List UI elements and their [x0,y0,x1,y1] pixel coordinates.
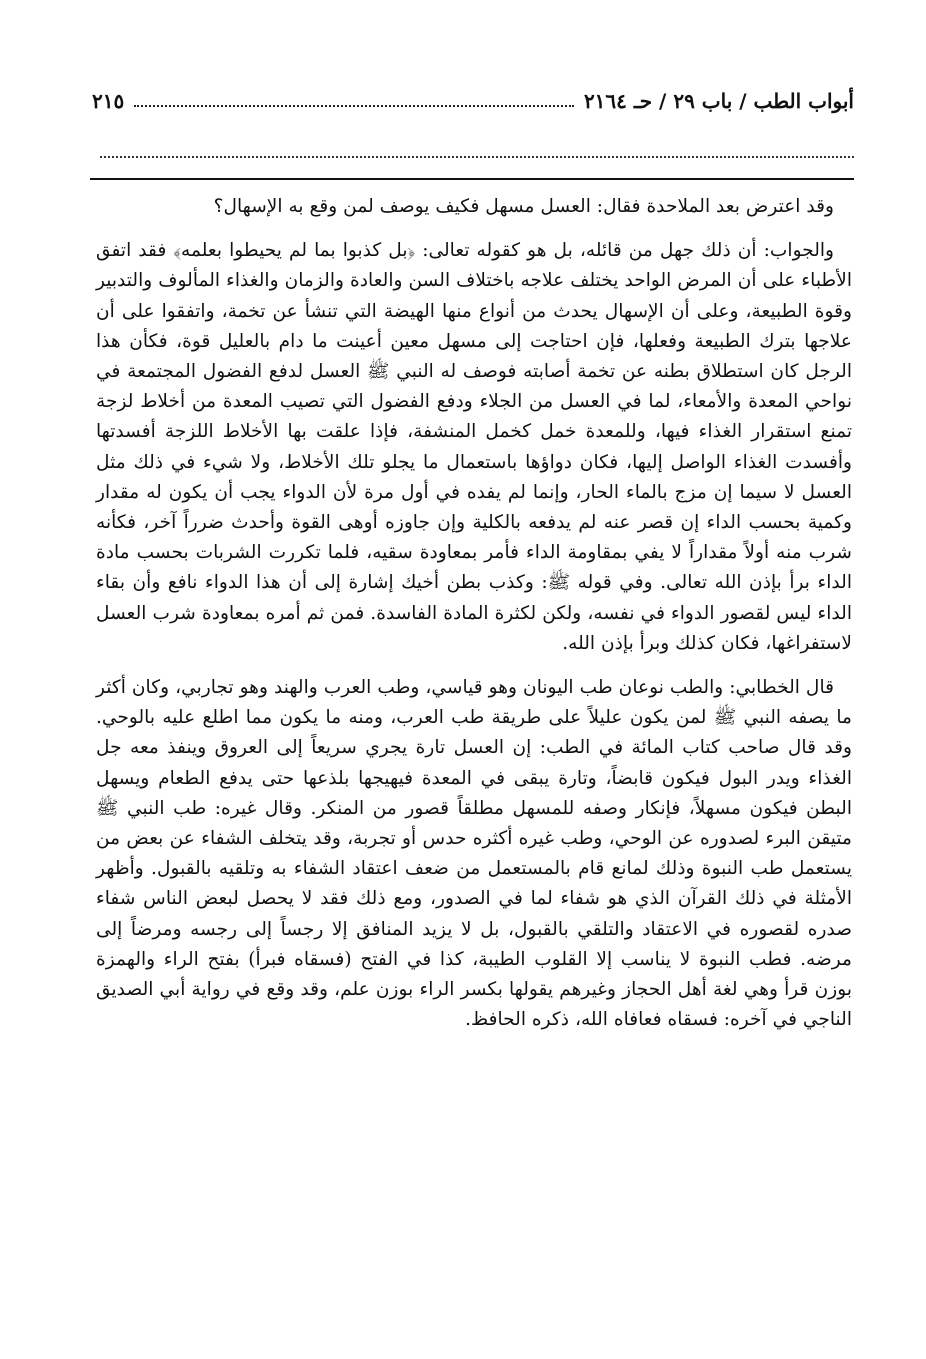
page-number: ٢١٥ [92,89,125,113]
paragraph-objection: وقد اعترض بعد الملاحدة فقال: العسل مسهل فكيف يوصف لمن وقع به الإسهال؟ [213,196,834,217]
paragraph-khattabi: قال الخطابي: والطب نوعان طب اليونان وهو قياسي، وطب العرب والهند وهو تجاربي، وكان أكثر ما يصفه النبي ﷺ لمن يكون عليلاً على طريقة طب العرب، ومنه ما يكون مما اطلع عليه بالوحي. وقد قال صاحب كتاب المائة في الطب: إن العسل تارة يجري سريعاً إلى العروق وينفذ معه جل الغذاء ويدر البول فيكون قابضاً، وتارة يبقى في المعدة فيهيجها بلذعها حتى يدفع الطعام ويسهل البطن فيكون مسهلاً، فإنكار وصفه للمسهل مطلقاً قصور من المنكر. وقال غيره: طب النبي ﷺ متيقن البرء لصدوره عن الوحي، وطب غيره أكثره حدس أو تجربة، وقد يتخلف الشفاء عن بعض من يستعمل طب النبوة وذلك لمانع قام بالمستعمل من ضعف اعتقاد الشفاء به وتلقيه بالقبول. وأظهر الأمثلة في ذلك القرآن الذي هو شفاء لما في الصدور، ومع ذلك فقد لا يحصل لبعض الناس شفاء صدره لقصوره في الاعتقاد والتلقي بالقبول، بل لا يزيد المنافق إلا رجساً إلى رجسه ومرضاً إلى مرضه. فطب النبوة لا يناسب إلا القلوب الطيبة، كذا في الفتح (فسقاه فبرأ) بفتح الراء والهمزة بوزن قرأ وهي لغة أهل الحجاز وغيرهم يقولها بكسر الراء بوزن علم، وقد وقع في رواية أبي الصديق الناجي في آخره: فسقاه فعافاه الله، ذكره الحافظ. [96,677,852,1031]
header-leader-dots [134,105,574,107]
running-header [92,84,854,118]
header-title: أبواب الطب / باب ٢٩ / حـ ٢١٦٤ [583,89,854,113]
main-text [96,192,852,1049]
dotted-separator [100,156,854,158]
header-rule [90,178,854,180]
paragraph-answer: والجواب: أن ذلك جهل من قائله، بل هو كقوله تعالى: ﴿بل كذبوا بما لم يحيطوا بعلمه﴾ فقد اتفق الأطباء على أن المرض الواحد يختلف علاجه باختلاف السن والعادة والزمان والغذاء المألوف والتدبير وقوة الطبيعة، وعلى أن الإسهال يحدث من أنواع منها الهيضة التي تنشأ عن تخمة، واتفقوا على أن علاجها بترك الطبيعة وفعلها، فإن احتاجت إلى مسهل معين أعينت ما دام بالعليل قوة، فكأن هذا الرجل كان استطلاق بطنه عن تخمة أصابته فوصف له النبي ﷺ العسل لدفع الفضول المجتمعة في نواحي المعدة والأمعاء، لما في العسل من الجلاء ودفع الفضول التي تصيب المعدة من أخلاط لزجة تمنع استقرار الغذاء فيها، وللمعدة خمل كخمل المنشفة، فإذا علقت بها الأخلاط اللزجة أفسدتها وأفسدت الغذاء الواصل إليها، فكان دواؤها باستعمال ما يجلو تلك الأخلاط، ولا شيء في ذلك مثل العسل لا سيما إن مزج بالماء الحار، وإنما لم يفده في أول مرة لأن الدواء يجب أن يكون له مقدار وكمية بحسب الداء إن قصر عنه لم يدفعه بالكلية وإن جاوزه أوهى القوة وأحدث ضرراً آخر، فكأنه شرب منه أولاً مقداراً لا يفي بمقاومة الداء فأمر بمعاودة سقيه، فلما تكررت الشربات بحسب مادة الداء برأ بإذن الله تعالى. وفي قوله ﷺ: وكذب بطن أخيك إشارة إلى أن هذا الدواء نافع وأن بقاء الداء ليس لقصور الدواء في نفسه، ولكن لكثرة المادة الفاسدة. فمن ثم أمره بمعاودة شرب العسل لاستفراغها، فكان كذلك وبرأ بإذن الله. [96,240,852,654]
